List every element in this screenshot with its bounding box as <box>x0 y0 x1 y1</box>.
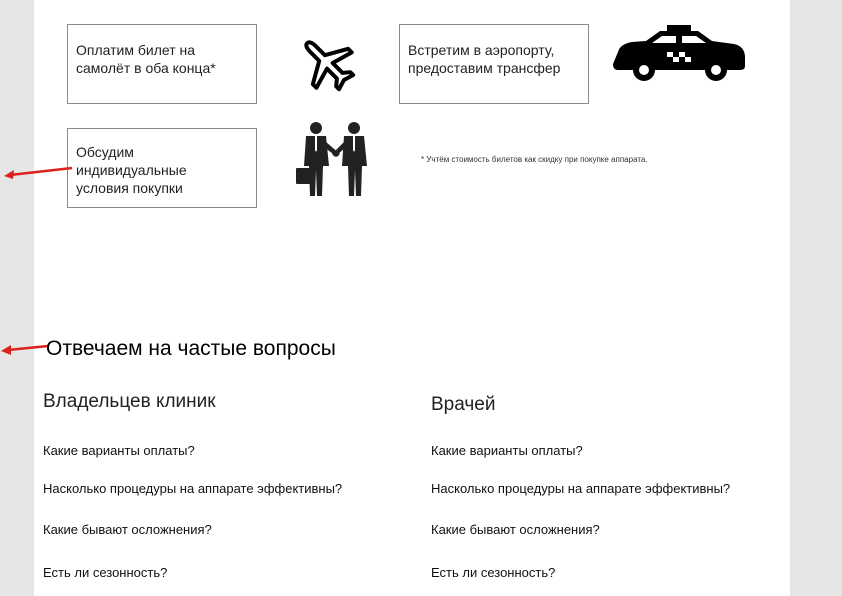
benefit-transfer-card <box>399 24 589 104</box>
faq-doctors-question[interactable]: Есть ли сезонность? <box>431 565 556 580</box>
footnote-text: * Учтём стоимость билетов как скидку при покупке аппарата. <box>421 155 648 164</box>
arrow-left-icon <box>2 163 74 183</box>
faq-doctors-question[interactable]: Какие бывают осложнения? <box>431 522 600 537</box>
faq-owners-title: Владельцев клиник <box>43 391 216 412</box>
benefit-discuss-text: Обсудим индивидуальные условия покупки <box>76 144 187 196</box>
faq-owners-question[interactable]: Какие варианты оплаты? <box>43 443 195 458</box>
faq-title: Отвечаем на частые вопросы <box>46 337 336 360</box>
benefit-discuss-card <box>67 128 257 208</box>
faq-doctors-question[interactable]: Насколько процедуры на аппарате эффективны? <box>431 481 731 496</box>
handshake-icon <box>296 120 374 200</box>
taxi-icon <box>612 24 746 84</box>
faq-doctors-question[interactable]: Какие варианты оплаты? <box>431 443 583 458</box>
faq-owners-question[interactable]: Есть ли сезонность? <box>43 565 168 580</box>
faq-owners-question[interactable]: Какие бывают осложнения? <box>43 522 212 537</box>
faq-owners-question[interactable]: Насколько процедуры на аппарате эффективны? <box>43 481 343 496</box>
airplane-icon <box>296 32 358 94</box>
benefit-transfer-text: Встретим в аэропорту, предоставим трансфер <box>408 42 561 76</box>
arrow-left-icon <box>0 340 50 356</box>
benefit-ticket-card <box>67 24 257 104</box>
benefit-ticket-text: Оплатим билет на самолёт в оба конца* <box>76 42 216 76</box>
faq-doctors-title: Врачей <box>431 394 496 415</box>
